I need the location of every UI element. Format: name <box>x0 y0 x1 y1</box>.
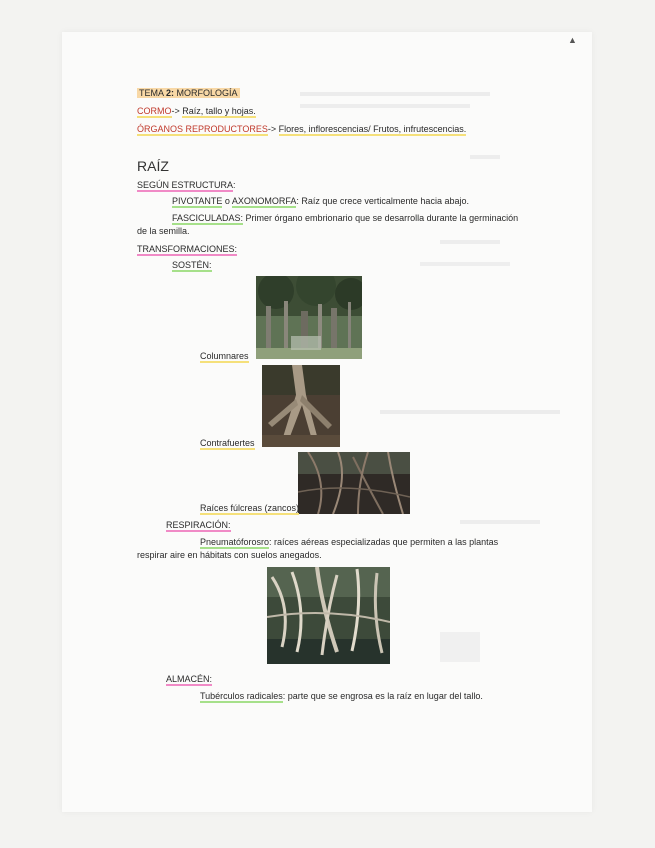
show-through-line <box>380 410 560 414</box>
respiracion-heading: RESPIRACIÓN: <box>166 520 231 530</box>
segun-estructura-heading: SEGÚN ESTRUCTURA: <box>137 180 236 190</box>
show-through-line <box>470 155 500 159</box>
scanner-mark-icon: ▲ <box>568 35 577 45</box>
cormo-text: Raíz, tallo y hojas. <box>182 106 256 116</box>
pneumatoforos-line-2: respirar aire en hábitats con suelos anegados. <box>137 550 322 560</box>
show-through-blot <box>440 632 480 662</box>
pneumatoforos-line: Pneumatóforosro: raíces aéreas especializadas que permiten a las plantas <box>200 537 499 547</box>
photo-contrafuertes <box>262 365 340 447</box>
show-through-line <box>460 520 540 524</box>
section-heading-raiz: RAÍZ <box>137 158 169 174</box>
label-contrafuertes: Contrafuertes <box>200 438 255 448</box>
almacen-heading: ALMACÉN: <box>166 674 213 684</box>
label-fulcreas: Raíces fúlcreas (zancos) <box>200 503 300 513</box>
pivotante-line: PIVOTANTE o AXONOMORFA: Raíz que crece verticalmente hacia abajo. <box>172 196 469 206</box>
topic-title: TEMA 2: MORFOLOGÍA <box>139 88 238 98</box>
show-through-line <box>420 262 510 266</box>
photo-fulcreas <box>298 452 410 514</box>
show-through-line <box>300 92 490 96</box>
organos-label: ÓRGANOS REPRODUCTORES <box>137 124 268 134</box>
tuberculos-line: Tubérculos radicales: parte que se engrosa es la raíz en lugar del tallo. <box>200 691 483 701</box>
fasciculadas-line-2: de la semilla. <box>137 226 190 236</box>
photo-pneumatoforos <box>267 567 390 664</box>
show-through-line <box>440 240 500 244</box>
fasciculadas-line: FASCICULADAS: Primer órgano embrionario que se desarrolla durante la germinación <box>172 213 519 223</box>
label-columnares: Columnares <box>200 351 249 361</box>
organos-text: Flores, inflorescencias/ Frutos, infrutescencias. <box>278 124 467 134</box>
sosten-heading: SOSTÉN: <box>172 260 212 270</box>
transformaciones-heading: TRANSFORMACIONES: <box>137 244 238 254</box>
cormo-label: CORMO <box>137 106 172 116</box>
organos-line: ÓRGANOS REPRODUCTORES-> Flores, inflorescencias/ Frutos, infrutescencias. <box>137 124 467 134</box>
cormo-line: CORMO-> Raíz, tallo y hojas. <box>137 106 256 116</box>
photo-columnares <box>256 276 362 359</box>
show-through-line <box>300 104 470 108</box>
